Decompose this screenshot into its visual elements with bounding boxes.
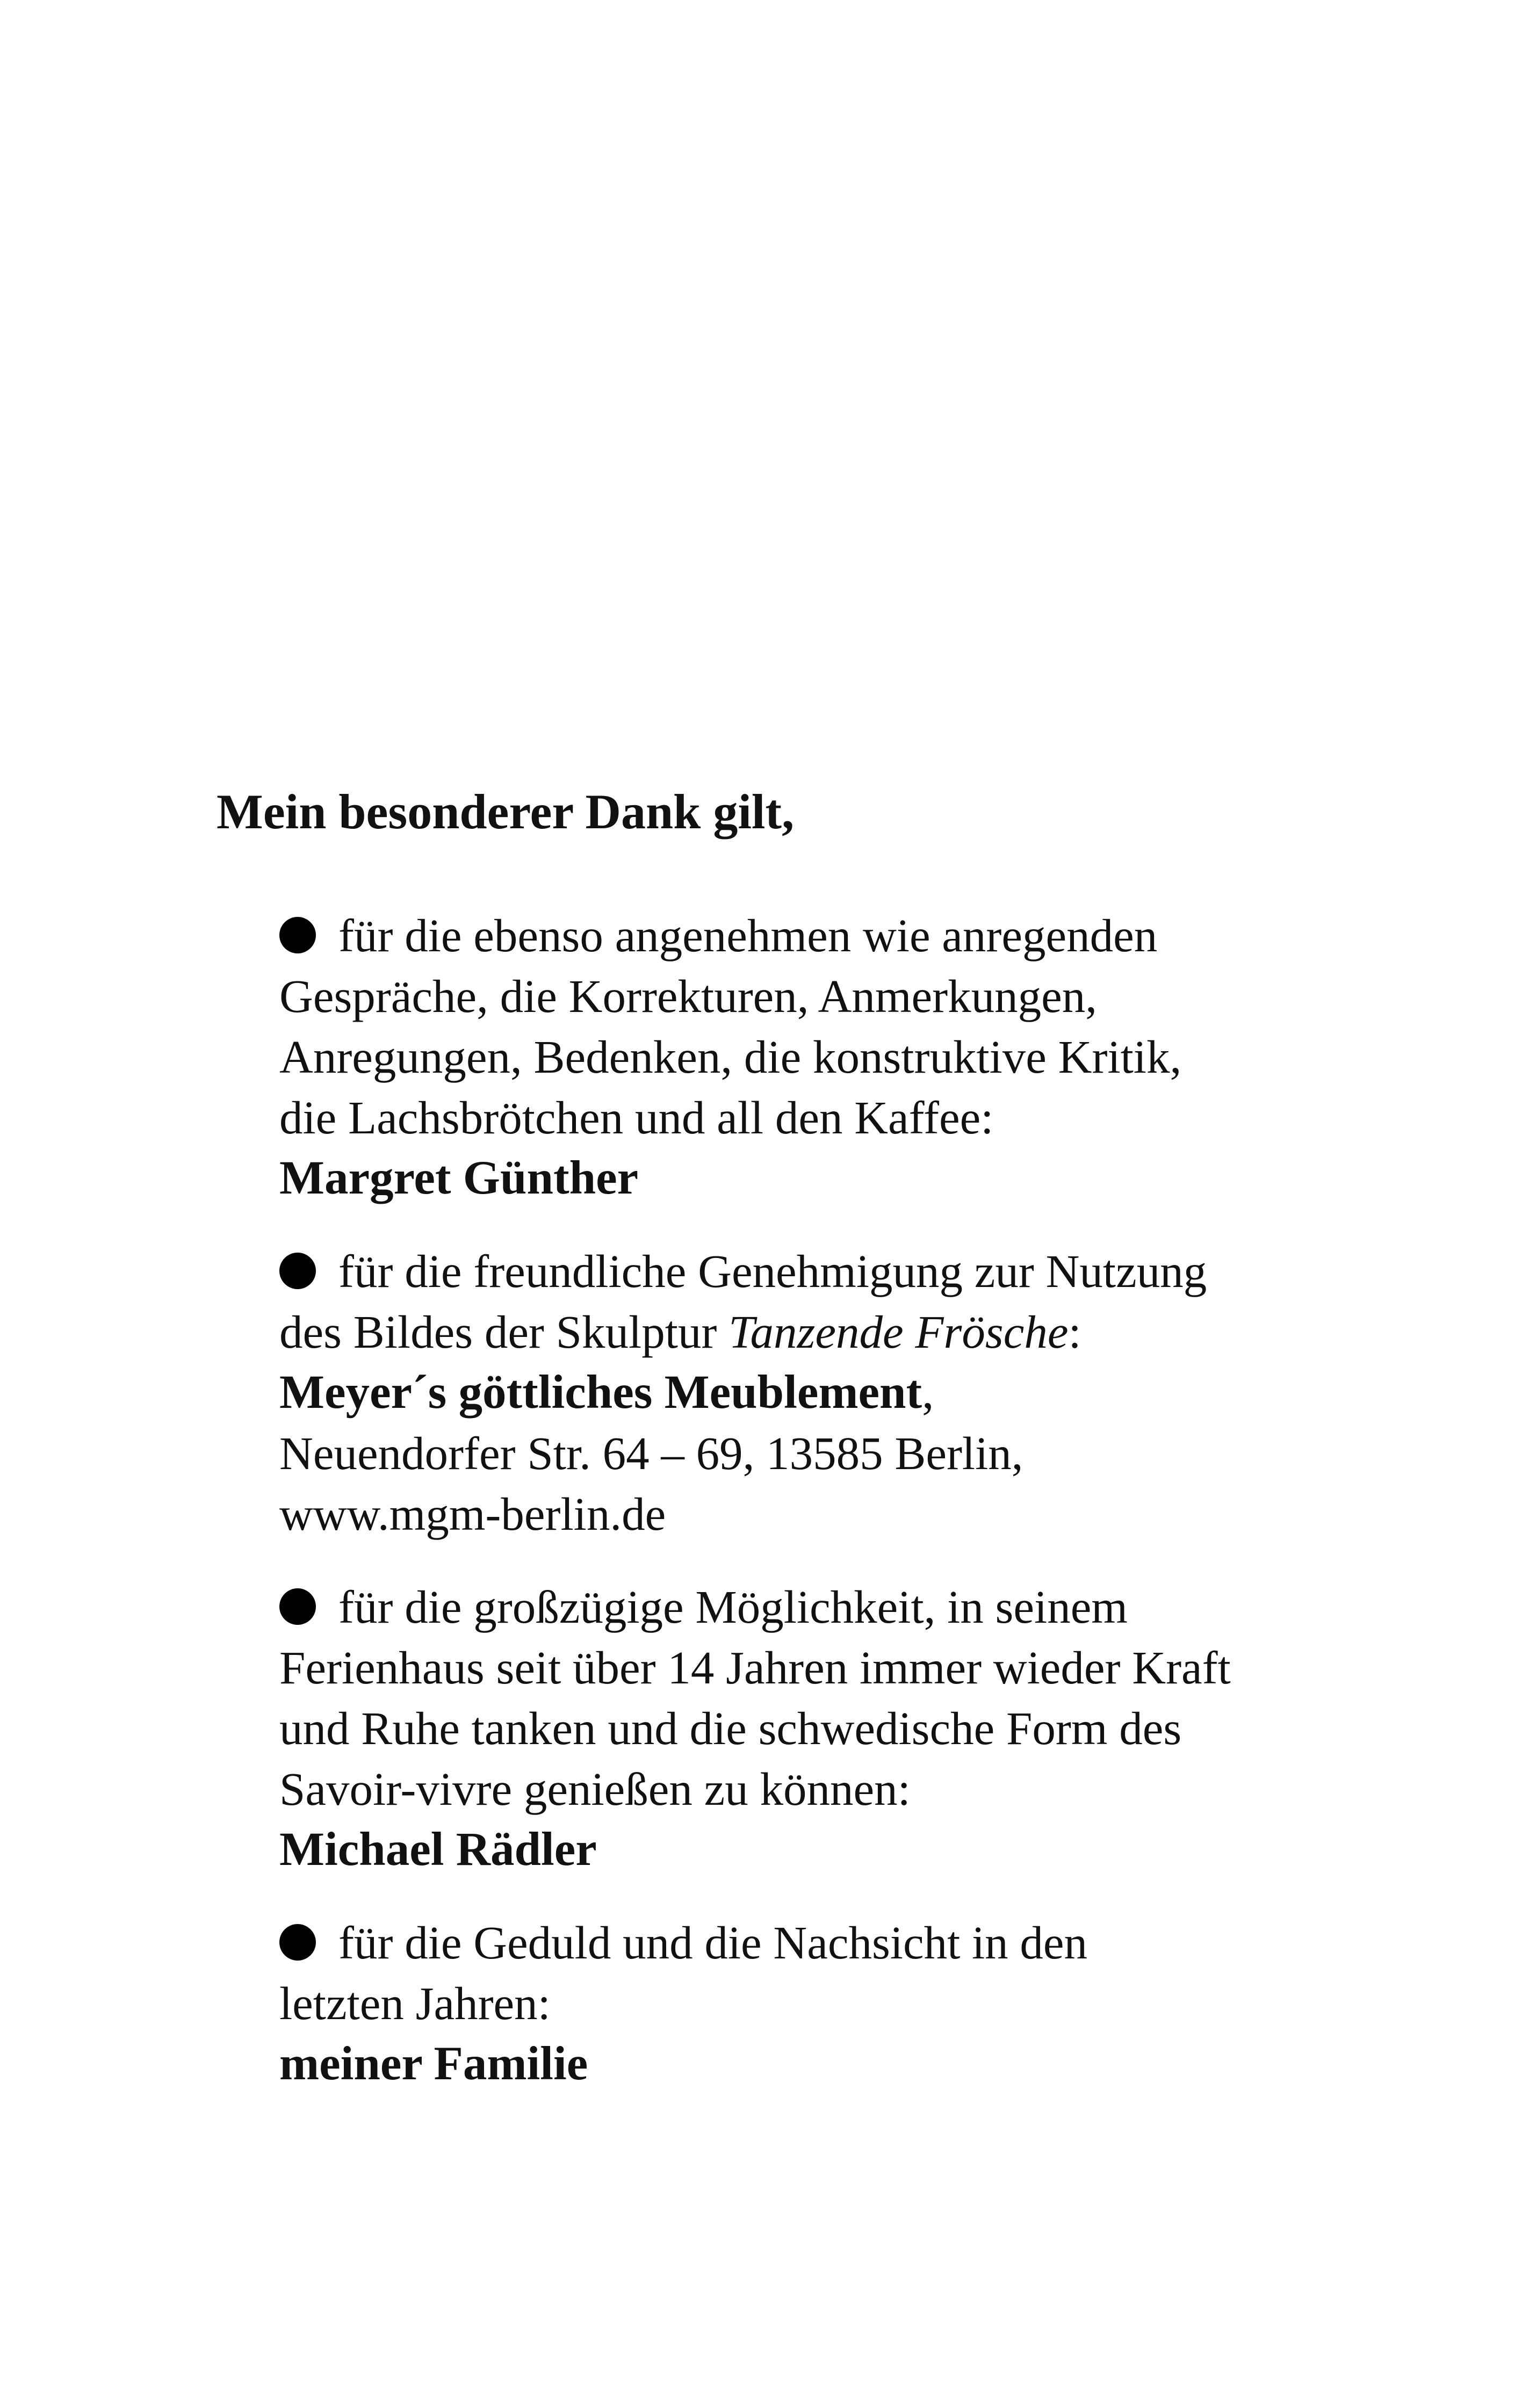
entry-text: für die ebenso angenehmen wie anregenden	[338, 909, 1158, 961]
company-name: Meyer´s göttliches Meublement	[279, 1366, 922, 1419]
entry-line	[279, 1577, 1408, 1637]
heading: Mein besonderer Dank gilt,	[217, 784, 795, 839]
company-url: www.mgm-berlin.de	[279, 1488, 666, 1540]
person-name: meiner Familie	[279, 2037, 588, 2090]
entry-line: letzten Jahren:	[279, 1977, 551, 2029]
sculpture-title: Tanzende Frösche	[728, 1306, 1069, 1358]
bullet-icon	[279, 1924, 316, 1961]
entry-line: Ferienhaus seit über 14 Jahren immer wieder Kraft	[279, 1642, 1231, 1694]
person-name: Margret Günther	[279, 1152, 639, 1204]
entry-line	[279, 1241, 1408, 1301]
entry-line: Savoir-vivre genießen zu können:	[279, 1763, 911, 1815]
entry-punctuation: :	[1068, 1306, 1081, 1358]
entry-text: des Bildes der Skulptur	[279, 1306, 729, 1358]
entry-line: Gespräche, die Korrekturen, Anmerkungen,	[279, 970, 1097, 1022]
entry-text: für die großzügige Möglichkeit, in seinem	[338, 1581, 1128, 1633]
acknowledgement-entry-1	[279, 905, 1408, 1209]
acknowledgement-entry-3	[279, 1577, 1408, 1880]
bullet-icon	[279, 1253, 316, 1289]
entry-text: für die freundliche Genehmigung zur Nutzung	[338, 1245, 1207, 1297]
entry-line: und Ruhe tanken und die schwedische Form des	[279, 1702, 1182, 1754]
person-name: Michael Rädler	[279, 1823, 597, 1876]
acknowledgement-entry-4	[279, 1912, 1408, 2094]
acknowledgement-entry-2	[279, 1241, 1408, 1544]
company-name-line	[279, 1362, 1408, 1423]
company-address: Neuendorfer Str. 64 – 69, 13585 Berlin,	[279, 1427, 1023, 1479]
entry-punctuation: ,	[922, 1366, 934, 1419]
entry-line: Anregungen, Bedenken, die konstruktive Kritik,	[279, 1031, 1182, 1083]
entry-text: für die Geduld und die Nachsicht in den	[338, 1917, 1088, 1969]
entry-line	[279, 1912, 1408, 1973]
bullet-icon	[279, 1588, 316, 1625]
entry-line: die Lachsbrötchen und all den Kaffee:	[279, 1091, 994, 1144]
entry-line	[279, 905, 1408, 966]
bullet-icon	[279, 917, 316, 953]
entry-line	[279, 1301, 1408, 1362]
